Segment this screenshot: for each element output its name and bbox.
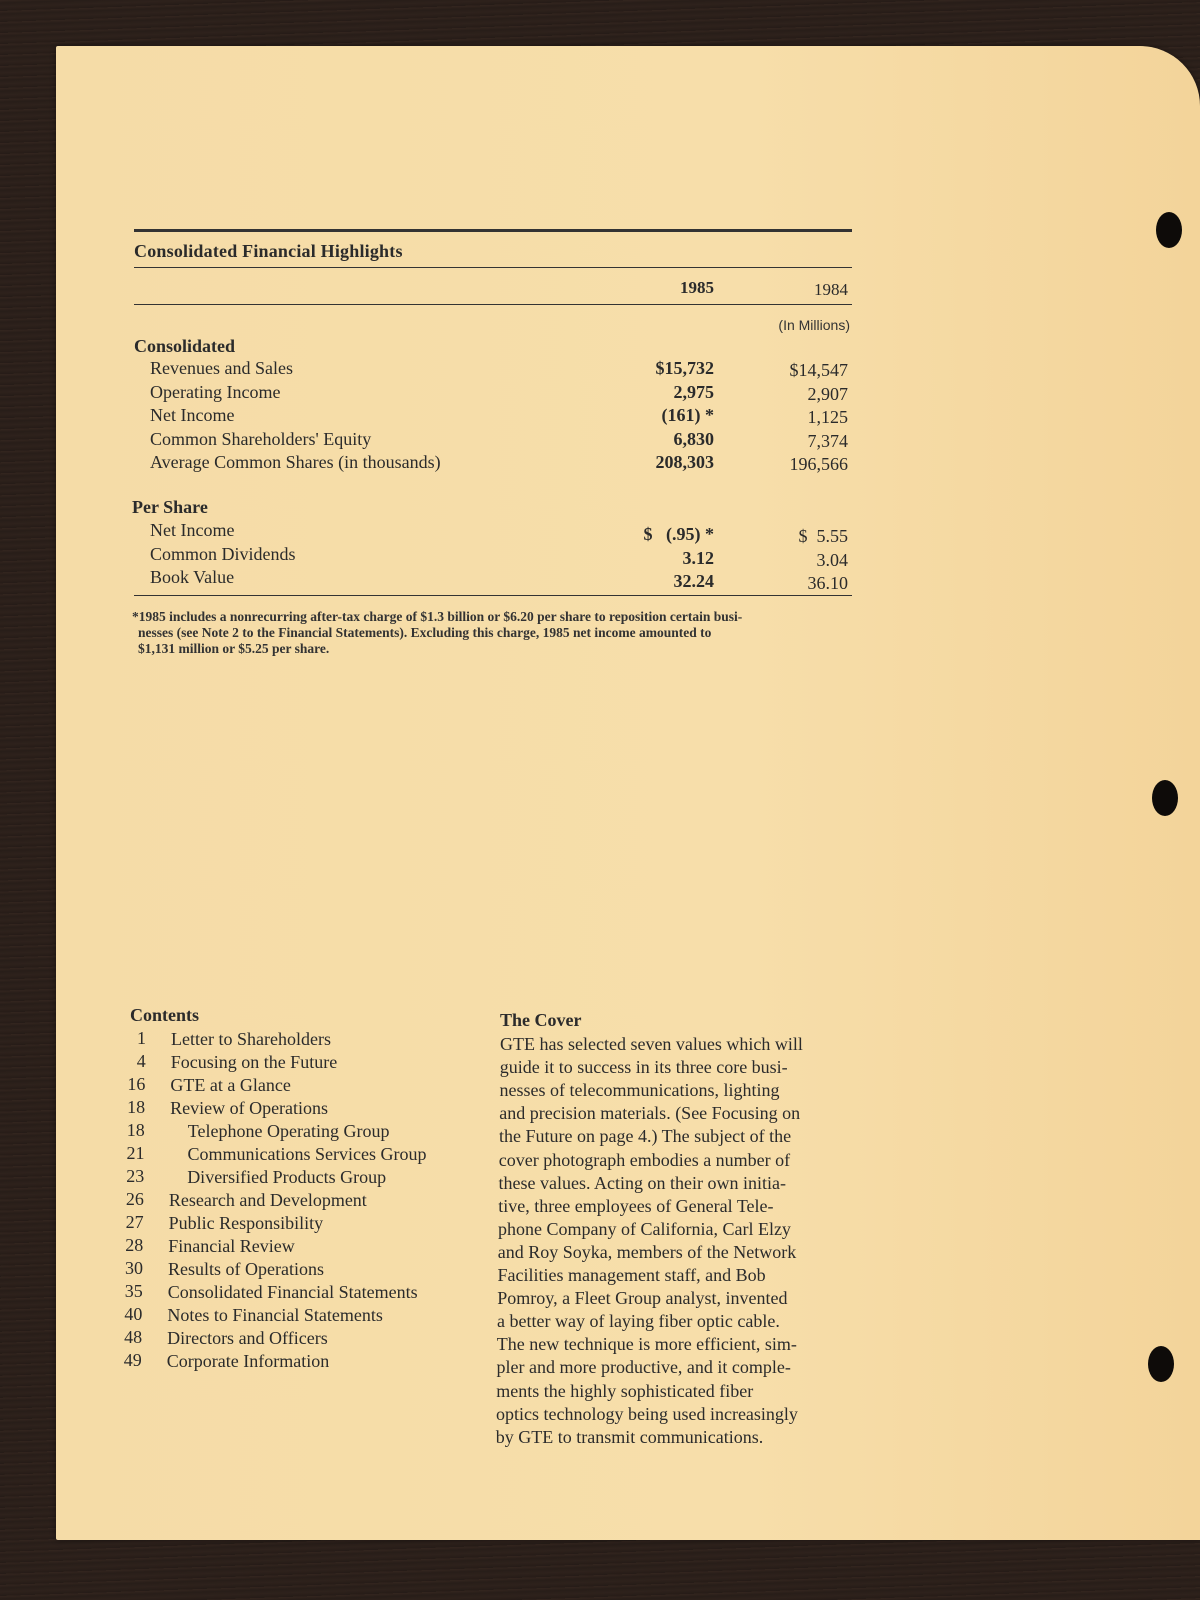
cover-text-line: a better way of laying fiber optic cable. xyxy=(497,1311,780,1332)
row-label: Operating Income xyxy=(150,381,281,402)
row-label: Common Dividends xyxy=(150,543,296,564)
cover-text-line: phone Company of California, Carl Elzy xyxy=(498,1218,791,1239)
cover-text-line: and Roy Soyka, members of the Network xyxy=(497,1241,797,1262)
toc-item: Financial Review xyxy=(168,1236,295,1256)
title-rule xyxy=(134,267,852,268)
toc-item: Focusing on the Future xyxy=(170,1052,338,1072)
cover-text-line: The new technique is more efficient, sim- xyxy=(496,1334,797,1355)
toc-item: Research and Development xyxy=(168,1190,367,1210)
value-1984: 36.10 xyxy=(807,573,848,593)
value-1985: (161) * xyxy=(661,405,714,425)
cover-text-line: tive, three employees of General Tele- xyxy=(498,1195,774,1216)
row-label: Revenues and Sales xyxy=(150,358,293,378)
toc-page-number: 49 xyxy=(123,1350,142,1370)
toc-item: Directors and Officers xyxy=(167,1328,328,1348)
value-1985: 6,830 xyxy=(673,428,714,449)
section-per-share: Per Share xyxy=(132,497,208,517)
value-1984: $ 5.55 xyxy=(798,526,848,546)
toc-item: Corporate Information xyxy=(166,1351,330,1371)
value-1984: $14,547 xyxy=(789,360,848,380)
toc-page-number: 48 xyxy=(124,1327,143,1347)
value-1985: 208,303 xyxy=(655,452,714,472)
toc-page-number: 28 xyxy=(125,1235,144,1255)
footnote-line: $1,131 million or $5.25 per share. xyxy=(138,641,330,656)
toc-page-number: 16 xyxy=(127,1074,146,1094)
footnote-line: *1985 includes a nonrecurring after-tax charge of $1.3 billion or $6.20 per share to reposition certain busi- xyxy=(132,609,743,624)
value-1984: 1,125 xyxy=(807,407,848,427)
binder-hole xyxy=(1148,1346,1174,1382)
value-1985: 32.24 xyxy=(673,571,714,591)
cover-text-line: the Future on page 4.) The subject of the xyxy=(499,1126,792,1147)
toc-page-number: 35 xyxy=(124,1281,143,1301)
toc-item: Public Responsibility xyxy=(168,1213,324,1233)
row-label: Net Income xyxy=(150,405,235,425)
top-rule xyxy=(134,229,852,232)
cover-text-line: cover photograph embodies a number of xyxy=(498,1149,791,1170)
value-1985: 2,975 xyxy=(673,381,714,402)
toc-item: GTE at a Glance xyxy=(170,1075,291,1095)
binder-hole xyxy=(1156,212,1182,248)
toc-item: Telephone Operating Group xyxy=(187,1121,390,1141)
toc-item: Consolidated Financial Statements xyxy=(167,1282,418,1302)
value-1984: 196,566 xyxy=(789,454,848,474)
cover-text-line: Facilities management staff, and Bob xyxy=(497,1265,766,1285)
cover-text-line: by GTE to transmit communications. xyxy=(495,1426,764,1447)
toc-item: Results of Operations xyxy=(168,1259,324,1279)
toc-page-number: 21 xyxy=(126,1143,145,1163)
row-label: Average Common Shares (in thousands) xyxy=(150,452,441,472)
row-label: Common Shareholders' Equity xyxy=(150,428,372,449)
cover-text-line: these values. Acting on their own initia- xyxy=(498,1172,786,1193)
section-consolidated: Consolidated xyxy=(134,336,236,356)
toc-page-number: 4 xyxy=(136,1051,146,1071)
toc-item: Notes to Financial Statements xyxy=(167,1305,383,1325)
cover-text-line: and precision materials. (See Focusing on xyxy=(499,1103,801,1124)
contents-title: Contents xyxy=(130,1005,200,1025)
row-label: Book Value xyxy=(150,567,235,587)
footnote-line: nesses (see Note 2 to the Financial Statements). Excluding this charge, 1985 net income amounted to xyxy=(138,625,712,640)
cover-text-line: guide it to success in its three core busi- xyxy=(499,1057,788,1078)
cover-text-line: optics technology being used increasingly xyxy=(496,1403,798,1424)
toc-page-number: 23 xyxy=(126,1166,145,1186)
header-rule xyxy=(134,304,852,305)
toc-item: Review of Operations xyxy=(170,1098,329,1118)
cover-text-line: nesses of telecommunications, lighting xyxy=(499,1080,780,1101)
toc-page-number: 30 xyxy=(125,1258,143,1278)
toc-item: Letter to Shareholders xyxy=(171,1029,331,1049)
value-1985: $15,732 xyxy=(655,358,714,378)
toc-page-number: 18 xyxy=(127,1097,146,1117)
bottom-rule xyxy=(134,595,852,596)
toc-page-number: 1 xyxy=(137,1028,146,1048)
cover-title: The Cover xyxy=(500,1010,582,1030)
toc-item: Diversified Products Group xyxy=(187,1167,387,1187)
cover-text-line: GTE has selected seven values which will xyxy=(500,1034,803,1054)
value-1985: 3.12 xyxy=(682,547,714,568)
cover-text-line: ments the highly sophisticated fiber xyxy=(496,1380,754,1401)
value-1985: $ (.95) * xyxy=(643,524,714,544)
row-label: Net Income xyxy=(150,520,235,540)
toc-page-number: 18 xyxy=(126,1120,145,1140)
toc-page-number: 40 xyxy=(124,1304,143,1324)
column-header-1984: 1984 xyxy=(814,280,848,299)
value-1984: 3.04 xyxy=(816,549,848,570)
highlights-title: Consolidated Financial Highlights xyxy=(134,241,403,261)
cover-text-line: Pomroy, a Fleet Group analyst, invented xyxy=(497,1288,788,1309)
value-1984: 7,374 xyxy=(807,430,848,451)
toc-page-number: 26 xyxy=(125,1189,144,1209)
column-header-1985: 1985 xyxy=(680,278,714,297)
units-note: (In Millions) xyxy=(778,317,850,333)
cover-text-line: pler and more productive, and it comple- xyxy=(496,1357,791,1378)
toc-item: Communications Services Group xyxy=(187,1144,427,1164)
value-1984: 2,907 xyxy=(807,383,848,404)
binder-hole xyxy=(1152,780,1178,816)
toc-page-number: 27 xyxy=(125,1212,144,1232)
